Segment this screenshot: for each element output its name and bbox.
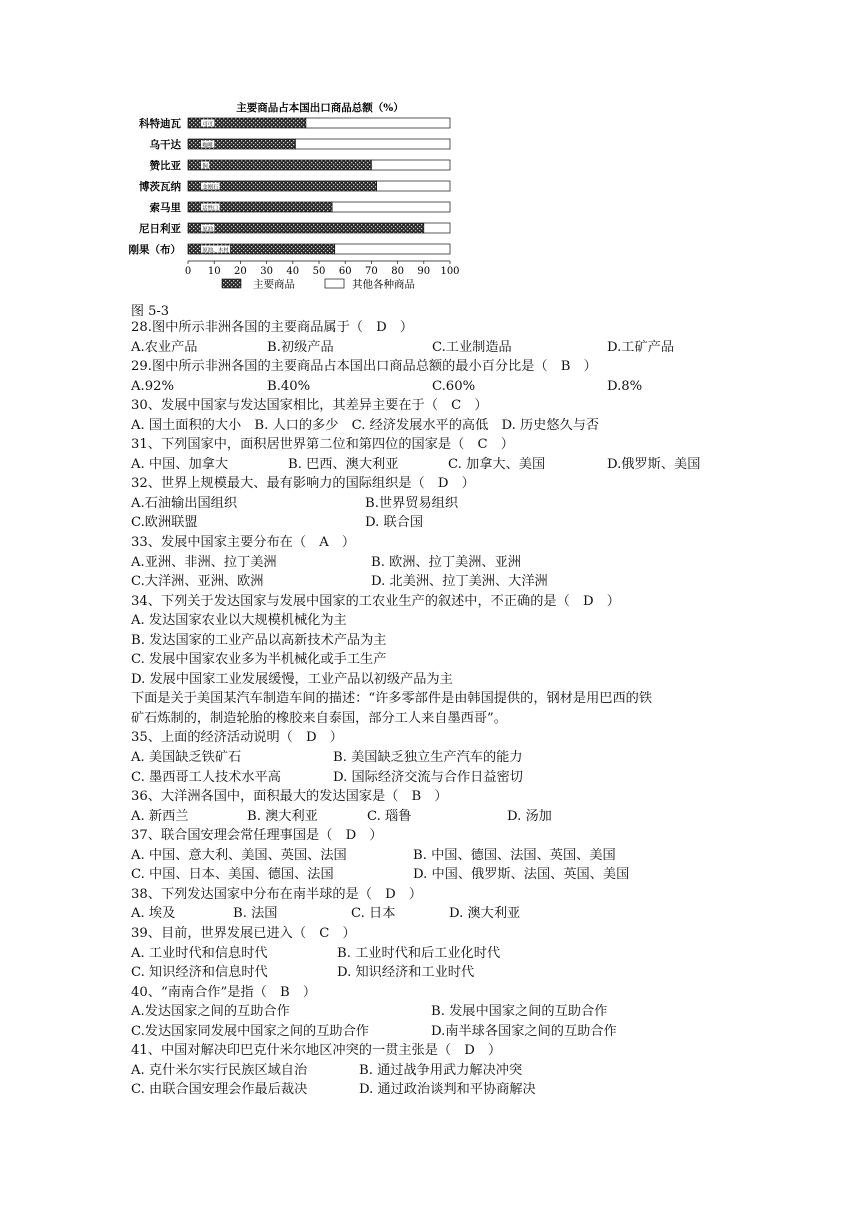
option-text: A.亚洲、非洲、拉丁美洲 [131,554,277,570]
option-text: D. 澳大利亚 [449,906,521,922]
option-text: D.南半球各国家之间的互助合作 [431,1023,617,1039]
text-line [131,513,811,533]
text-line [131,611,811,631]
text-line [131,865,811,885]
option-text: C. 知识经济和信息时代 [131,965,268,981]
line-text: A. 发达国家农业以大规模机械化为主 [131,613,347,629]
line-text: B. 发达国家的工业产品以高新技术产品为主 [131,632,387,648]
text-line [131,494,811,514]
text-line [131,689,811,709]
text-line [131,416,811,436]
legend-swatch-other [325,279,344,288]
legend-label-other: 其他各种商品 [352,278,415,291]
option-text: B. 美国缺乏独立生产汽车的能力 [333,750,523,766]
option-text: C.欧洲联盟 [131,515,198,531]
line-text: 下面是关于美国某汽车制造车间的描述：“许多零部件是由韩国提供的，钢材是用巴西的铁 [131,691,653,707]
line-text: 40、“南南合作”是指（ B ） [131,984,317,1000]
x-tick-label: 0 [184,266,192,277]
option-text: A. 中国、加拿大 [131,456,229,472]
option-text: A.92% [131,378,175,394]
bar-other-goods [377,181,450,191]
option-text: C. 日本 [351,906,396,922]
option-text: B.世界贸易组织 [365,495,459,511]
option-text: A.农业产品 [131,339,198,355]
text-line [131,318,811,338]
option-text: D.工矿产品 [607,339,675,355]
option-text: C.工业制造品 [432,339,512,355]
bar-other-goods [295,139,450,149]
x-tick-label: 60 [338,266,352,277]
option-text: C. 瑙鲁 [367,808,412,824]
option-text: B. 欧洲、拉丁美洲、亚洲 [371,554,521,570]
text-line [131,728,811,748]
x-tick-label: 50 [312,266,326,277]
category-label: 刚果（布） [128,244,181,256]
bar-main-goods [188,223,424,233]
option-text: B. 通过战争用武力解决冲突 [359,1062,523,1078]
commodity-label: 原油、木材 [202,247,229,254]
category-label: 科特迪瓦 [139,118,181,130]
option-text: C. 由联合国安理会作最后裁决 [131,1082,308,1098]
text-line [131,572,811,592]
line-text: 34、下列关于发达国家与发展中国家的工农业生产的叙述中，不正确的是（ D ） [131,593,620,609]
text-line [131,592,811,612]
text-line [131,670,811,690]
bar-other-goods [332,202,450,212]
line-text: 矿石炼制的，制造轮胎的橡胶来自泰国，部分工人来自墨西哥”。 [131,710,507,726]
option-text: B.40% [267,378,311,394]
option-text: A. 美国缺乏铁矿石 [131,750,242,766]
x-tick-label: 100 [440,266,460,277]
option-text: C.发达国家同发展中国家之间的互助合作 [131,1023,369,1039]
bar-other-goods [335,244,450,254]
line-text: D. 发展中国家工业发展缓慢，工业产品以初级产品为主 [131,671,453,687]
line-text: 41、中国对解决印巴克什米尔地区冲突的一贯主张是（ D ） [131,1043,502,1059]
chart-title: 主要商品占本国出口商品总额（%） [236,102,404,114]
legend-swatch-main [222,279,241,288]
figure-caption: 图 5-3 [131,304,170,319]
text-line [131,1061,811,1081]
text-line [131,983,811,1003]
commodity-label: 原油 [202,226,213,233]
text-line [131,435,811,455]
option-text: B. 巴西、澳大利亚 [288,456,399,472]
text-line [131,709,811,729]
text-line [131,944,811,964]
category-label: 尼日利亚 [139,223,181,235]
line-text: C. 发展中国家农业多为半机械化或手工生产 [131,652,387,668]
x-tick-label: 10 [207,266,221,277]
text-line [131,924,811,944]
text-line [131,748,811,768]
option-text: A. 克什米尔实行民族区域自治 [131,1062,308,1078]
option-text: A.石油输出国组织 [131,495,238,511]
option-text: D. 知识经济和工业时代 [337,965,475,981]
text-line [131,885,811,905]
text-line [131,455,811,475]
option-text: A.发达国家之间的互助合作 [131,1004,290,1020]
bar-main-goods [188,160,371,170]
text-line [131,396,811,416]
option-text: C.大洋洲、亚洲、欧洲 [131,574,264,590]
bar-other-goods [306,118,450,128]
option-text: D. 北美洲、拉丁美洲、大洋洲 [371,574,548,590]
option-text: D. 国际经济交流与合作日益密切 [333,769,523,785]
x-tick-label: 70 [365,266,378,277]
option-text: D. 汤加 [507,808,552,824]
line-text: 38、下列发达国家中分布在南半球的是（ D ） [131,886,423,902]
line-text: 36、大洋洲各国中，面积最大的发达国家是（ B ） [131,789,448,805]
option-text: A. 工业时代和信息时代 [131,945,268,961]
category-label: 赞比亚 [149,160,181,172]
category-label: 博茨瓦纳 [139,181,181,193]
line-text: 31、下列国家中，面积居世界第二位和第四位的国家是（ C ） [131,437,514,453]
x-tick-label: 20 [234,266,247,277]
text-line [131,650,811,670]
text-line [131,904,811,924]
text-line [131,1022,811,1042]
line-text: 37、联合国安理会常任理事国是（ D ） [131,828,383,844]
option-text: C. 加拿大、美国 [448,456,546,472]
text-line [131,377,811,397]
option-text: D.俄罗斯、美国 [607,456,701,472]
text-line [131,553,811,573]
export-share-chart [125,96,470,311]
text-line [131,474,811,494]
x-tick-label: 90 [417,266,431,277]
commodity-label: 咖啡 [202,142,213,149]
option-text: C. 墨西哥工人技术水平高 [131,769,281,785]
bar-other-goods [371,160,450,170]
bar-other-goods [424,223,450,233]
text-line [131,533,811,553]
text-line [131,1002,811,1022]
option-text: D. 中国、俄罗斯、法国、英国、美国 [413,867,630,883]
category-label: 乌干达 [149,139,181,151]
option-text: B. 法国 [233,906,278,922]
line-text: 30、发展中国家与发达国家相比，其差异主要在于（ C ） [131,398,488,414]
option-text: A. 新西兰 [131,808,189,824]
option-text: B. 中国、德国、法国、英国、美国 [413,847,616,863]
text-line [131,338,811,358]
option-text: B. 工业时代和后工业化时代 [337,945,501,961]
x-tick-label: 80 [391,266,404,277]
option-text: B. 发展中国家之间的互助合作 [431,1004,608,1020]
option-text: A. 埃及 [131,906,176,922]
text-line [131,631,811,651]
text-line [131,357,811,377]
line-text: 35、上面的经济活动说明（ D ） [131,730,343,746]
option-text: A. 中国、意大利、美国、英国、法国 [131,847,347,863]
text-line [131,768,811,788]
line-text: 32、世界上规模最大、最有影响力的国际组织是（ D ） [131,476,475,492]
line-text: 39、目前，世界发展已进入（ C ） [131,925,356,941]
option-text: B. 澳大利亚 [247,808,318,824]
option-text: B.初级产品 [267,339,334,355]
line-text: 28.图中所示非洲各国的主要商品属于（ D ） [131,320,414,335]
text-line [131,1041,811,1061]
x-tick-label: 30 [260,266,273,277]
text-line [131,807,811,827]
category-label: 索马里 [149,202,181,214]
option-text: C.60% [432,378,476,394]
commodity-label: 活牲口 [202,205,219,212]
line-text: 33、发展中国家主要分布在（ A ） [131,535,356,551]
legend-label-main: 主要商品 [253,278,295,291]
text-line [131,787,811,807]
text-line [131,963,811,983]
text-line [131,846,811,866]
x-tick-label: 40 [286,266,300,277]
text-line [131,826,811,846]
line-text: A. 国土面积的大小 B. 人口的多少 C. 经济发展水平的高低 D. 历史悠久与否 [131,417,600,433]
commodity-label: 铜 [202,163,208,170]
text-line [131,1080,811,1100]
option-text: D. 通过政治谈判和平协商解决 [359,1082,536,1098]
commodity-label: 金刚石 [202,184,219,191]
commodity-label: 可可 [202,121,213,128]
question-list [131,318,811,1100]
option-text: D.8% [607,378,643,394]
option-text: C. 中国、日本、美国、德国、法国 [131,867,334,883]
option-text: D. 联合国 [365,515,424,531]
line-text: 29.图中所示非洲各国的主要商品占本国出口商品总额的最小百分比是（ B ） [131,359,597,375]
